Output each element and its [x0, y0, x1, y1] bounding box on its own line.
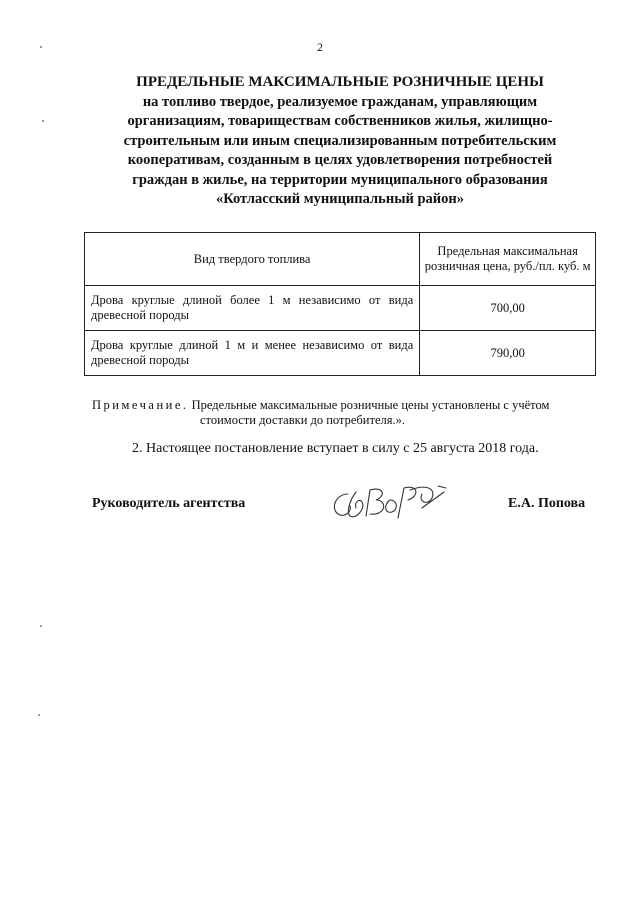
title-line: на топливо твердое, реализуемое гражданам, управляющим: [142, 93, 538, 110]
title-line: кооперативам, созданным в целях удовлетворения потребностей: [127, 152, 553, 168]
title-line: граждан в жилье, на территории муниципального образования: [132, 171, 548, 188]
title-line: «Котласский муниципальный район»: [215, 191, 465, 207]
scan-speck: [38, 714, 40, 716]
page-number: 2: [317, 40, 323, 54]
scan-speck: [40, 46, 42, 48]
column-header-fuel-type: Вид твердого топлива: [85, 233, 420, 286]
fuel-type-cell: Дрова круглые длиной более 1 м независимо от вида древесной породы: [85, 286, 420, 331]
fuel-type-cell: Дрова круглые длиной 1 м и менее независимо от вида древесной породы: [85, 331, 420, 376]
decree-paragraph: 2. Настоящее постановление вступает в силу с 25 августа 2018 года.: [132, 441, 539, 456]
scan-speck: [42, 120, 44, 122]
price-cell: 700,00: [420, 286, 596, 331]
price-table: [84, 232, 596, 376]
title-line: организациям, товариществам собственников жилья, жилищно-: [127, 113, 553, 129]
scan-speck: [40, 625, 42, 627]
note-label: Примечание.: [92, 398, 189, 412]
table-row: [85, 286, 596, 331]
table-header-row: [85, 233, 596, 286]
signatory-name: Е.А. Попова: [508, 496, 586, 511]
note-text: Предельные максимальные розничные цены установлены с учётом: [191, 398, 550, 412]
title-main: ПРЕДЕЛЬНЫЕ МАКСИМАЛЬНЫЕ РОЗНИЧНЫЕ ЦЕНЫ: [136, 74, 544, 90]
title-line: строительным или иным специализированным потребительским: [123, 132, 557, 149]
document-title: [80, 73, 600, 210]
signatory-role: Руководитель агентства: [92, 496, 246, 511]
table-row: [85, 331, 596, 376]
handwritten-signature: [326, 478, 456, 533]
price-cell: 790,00: [420, 331, 596, 376]
column-header-price: Предельная максимальная розничная цена, руб./пл. куб. м: [420, 233, 596, 286]
note-text-continued: стоимости доставки до потребителя.».: [200, 413, 405, 427]
note: [92, 398, 596, 428]
